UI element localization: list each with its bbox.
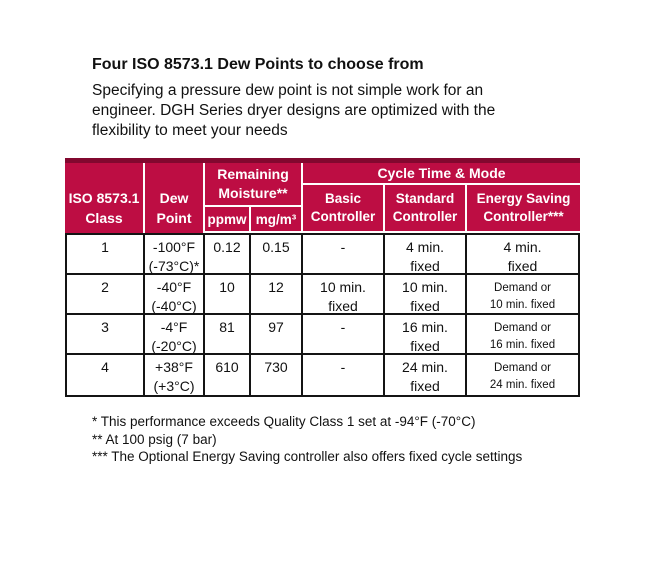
heading-block (92, 55, 650, 141)
cell-energy-saving-controller (467, 235, 578, 273)
cell-dew-point (145, 275, 205, 313)
header-text-line: Basic (324, 191, 362, 206)
table-header (65, 163, 580, 233)
header-text-line: Point (156, 210, 192, 226)
header-cell-dew-point (145, 163, 205, 233)
header-cell-energy-saving-controller (467, 185, 580, 231)
cell-text-line: (-40°C) (151, 298, 197, 314)
cell-class: 4 (67, 355, 145, 395)
cell-text-line: 10 min. (320, 279, 366, 295)
header-cell-iso-class (65, 163, 145, 233)
cell-class: 2 (67, 275, 145, 313)
cell-text-line: - (340, 359, 346, 375)
cell-text-line: 24 min. (402, 359, 448, 375)
cell-text-line: Demand or (494, 362, 551, 374)
cell-text-line: 16 min. (402, 319, 448, 335)
cell-text-line: fixed (410, 338, 440, 354)
cell-text-line: fixed (410, 298, 440, 314)
cell-energy-saving-controller (467, 355, 578, 395)
table-body (65, 233, 580, 397)
cell-text-line: 4 min. (405, 239, 445, 255)
cell-standard-controller (385, 355, 467, 395)
cell-energy-saving-controller (467, 315, 578, 353)
cell-text-line: 4 min. (503, 239, 542, 255)
cell-text-line: 10 min. fixed (489, 299, 556, 311)
cell-basic-controller (303, 315, 385, 353)
cell-basic-controller (303, 235, 385, 273)
page-title: Four ISO 8573.1 Dew Points to choose from (92, 56, 424, 73)
cell-class: 3 (67, 315, 145, 353)
cell-text-line: -40°F (156, 279, 192, 295)
header-text-line: Moisture** (218, 185, 288, 201)
page-subtitle: Specifying a pressure dew point is not simple work for an engineer. DGH Series dryer designs are optimized with the flexibility to meet your needs (92, 82, 496, 139)
cell-dew-point (145, 315, 205, 353)
table-row (67, 315, 578, 355)
cell-mgm3: 97 (251, 315, 303, 353)
footnote: ** At 100 psig (7 bar) (92, 431, 217, 447)
header-text-line: Controller*** (483, 209, 564, 224)
cell-basic-controller (303, 275, 385, 313)
cell-text-line: 16 min. fixed (489, 339, 556, 351)
header-group-remaining-moisture (205, 163, 303, 233)
cell-class: 1 (67, 235, 145, 273)
cell-text-line: fixed (410, 378, 440, 394)
cell-text-line: (+3°C) (153, 378, 195, 394)
cell-text-line: fixed (328, 298, 358, 314)
header-text-line: Energy Saving (476, 191, 571, 206)
header-cell-remaining-moisture (205, 163, 301, 207)
table-row (67, 355, 578, 395)
cell-mgm3: 12 (251, 275, 303, 313)
cell-standard-controller (385, 275, 467, 313)
cell-dew-point (145, 235, 205, 273)
header-text-line: Dew (159, 190, 189, 206)
cell-text-line: -4°F (160, 319, 188, 335)
cell-dew-point (145, 355, 205, 395)
cell-energy-saving-controller (467, 275, 578, 313)
cell-text-line: fixed (410, 258, 440, 274)
cell-text-line: - (340, 319, 346, 335)
header-text-line: Controller (392, 209, 458, 224)
cell-text-line: -100°F (152, 239, 196, 255)
header-text-line: Remaining (217, 166, 289, 182)
header-cell-cycle-time-mode: Cycle Time & Mode (303, 163, 580, 185)
cell-text-line: Demand or (494, 282, 551, 294)
cell-text-line: 10 min. (402, 279, 448, 295)
cell-ppmw: 610 (205, 355, 251, 395)
cell-standard-controller (385, 235, 467, 273)
header-text-line: Standard (395, 191, 455, 206)
cell-standard-controller (385, 315, 467, 353)
dew-point-table (65, 158, 580, 397)
footnotes-block (92, 413, 650, 466)
header-cell-mgm3: mg/m³ (251, 207, 301, 231)
cell-ppmw: 10 (205, 275, 251, 313)
cell-text-line: +38°F (155, 359, 193, 375)
cell-text-line: (-20°C) (151, 338, 197, 354)
cell-text-line: Demand or (494, 322, 551, 334)
header-text-line: Class (85, 210, 123, 226)
cell-ppmw: 81 (205, 315, 251, 353)
header-cell-basic-controller (303, 185, 385, 231)
header-text-line: ISO 8573.1 (68, 190, 140, 206)
table-row (67, 275, 578, 315)
header-group-cycle-time (303, 163, 580, 233)
header-text-line: Controller (310, 209, 376, 224)
header-controllers-row (303, 185, 580, 231)
cell-mgm3: 0.15 (251, 235, 303, 273)
header-moisture-units-row (205, 207, 301, 231)
cell-text-line: (-73°C)* (148, 258, 200, 274)
cell-mgm3: 730 (251, 355, 303, 395)
header-cell-ppmw: ppmw (205, 207, 251, 231)
cell-text-line: fixed (507, 258, 538, 274)
footnote: * This performance exceeds Quality Class 1 set at -94°F (-70°C) (92, 414, 476, 429)
cell-basic-controller (303, 355, 385, 395)
table-row (67, 235, 578, 275)
footnote: *** The Optional Energy Saving controller also offers fixed cycle settings (92, 449, 523, 464)
header-cell-standard-controller (385, 185, 467, 231)
cell-ppmw: 0.12 (205, 235, 251, 273)
cell-text-line: 24 min. fixed (489, 379, 556, 391)
cell-text-line: - (340, 239, 346, 255)
